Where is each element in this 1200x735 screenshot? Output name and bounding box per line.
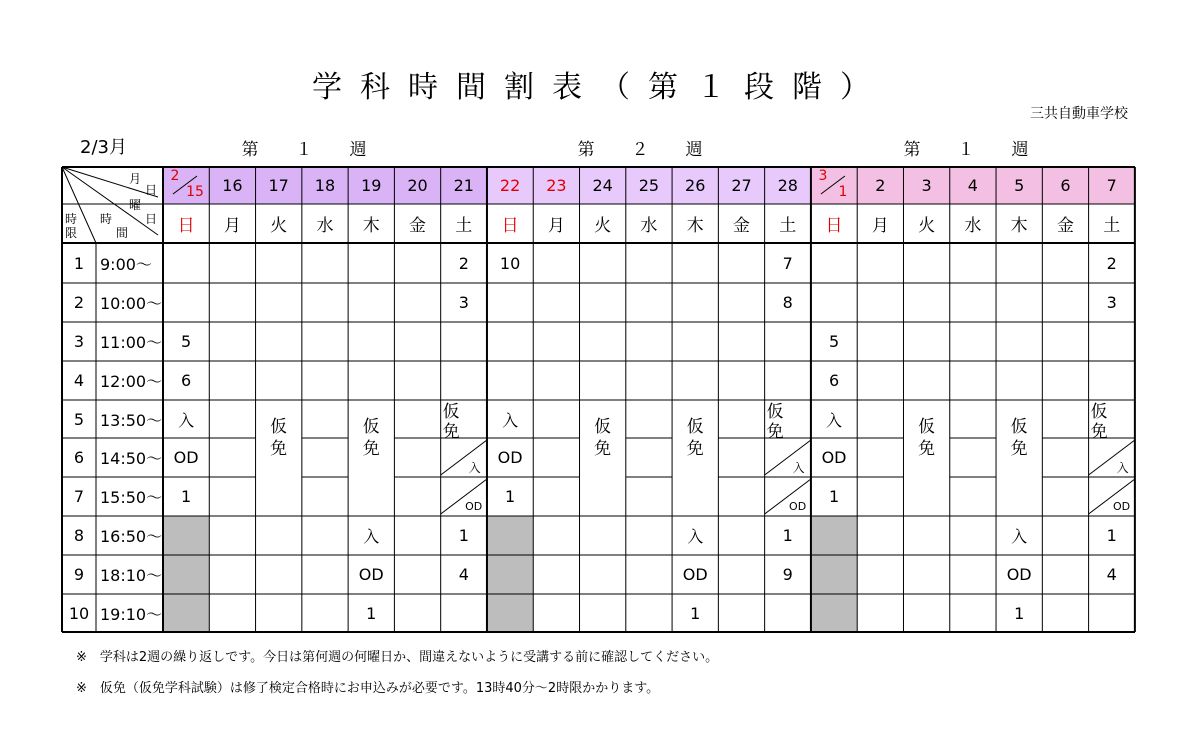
date-cell: 3 xyxy=(921,176,932,195)
period-number: 10 xyxy=(68,603,90,623)
timetable-cell: 1 xyxy=(690,603,701,623)
period-time: 13:50〜 xyxy=(100,410,163,430)
weekday-cell: 日 xyxy=(177,216,195,236)
corner-weekday-label: 曜 xyxy=(128,197,141,212)
date-day: 1 xyxy=(838,184,848,200)
sat-karimen-text: 仮 免 xyxy=(1090,401,1108,442)
timetable-cell: 6 xyxy=(181,371,192,390)
date-cell: 28 xyxy=(777,176,798,195)
period-time: 12:00〜 xyxy=(100,372,163,391)
karimen-cell: 仮 免 xyxy=(594,417,612,459)
note-1: ※ 学科は2週の繰り返しです。今日は第何週の何曜日か、間違えないように受講する前に確認してください。 xyxy=(76,650,719,665)
timetable-cell: 9 xyxy=(782,565,793,584)
date-cell: 20 xyxy=(407,176,428,195)
school-name: 三共自動車学校 xyxy=(1030,106,1128,122)
sat-nyu-text: 入 xyxy=(1116,460,1129,475)
weekday-cell: 月 xyxy=(871,216,889,236)
date-cell: 27 xyxy=(731,176,752,195)
timetable-cell: 3 xyxy=(1106,293,1117,312)
period-time: 16:50〜 xyxy=(100,527,163,546)
weekday-cell: 水 xyxy=(316,216,334,236)
timetable-cell: 1 xyxy=(504,487,516,506)
note-2: ※ 仮免（仮免学科試験）は修了検定合格時にお申込みが必要です。13時40分〜2時限かかります。 xyxy=(76,681,660,696)
weekday-cell: 日 xyxy=(825,216,843,236)
period-number: 8 xyxy=(73,526,85,545)
page-title: 学科時間割表（第１段階） xyxy=(312,70,888,105)
period-number: 6 xyxy=(73,448,85,467)
weekday-cell: 金 xyxy=(732,216,750,236)
date-cell: 25 xyxy=(638,176,660,195)
period-time: 18:10〜 xyxy=(100,566,163,585)
corner-month-label: 月 xyxy=(128,171,141,186)
weekday-cell: 木 xyxy=(1010,216,1028,236)
date-cell: 21 xyxy=(453,176,474,195)
period-time: 9:00〜 xyxy=(100,254,152,274)
date-cell: 26 xyxy=(685,176,706,195)
date-cell: 24 xyxy=(592,176,613,195)
timetable-cell: 4 xyxy=(1106,565,1117,584)
blocked-cell xyxy=(163,516,209,632)
week-label-1: 第 １ 週 xyxy=(241,140,377,160)
corner-period-label: 時 xyxy=(64,211,77,226)
sat-od-text: OD xyxy=(465,499,483,513)
timetable-cell: 6 xyxy=(828,371,840,390)
timetable-cell: 入 xyxy=(178,410,195,430)
weekday-cell: 土 xyxy=(1103,216,1121,236)
timetable-cell: 2 xyxy=(1106,253,1117,273)
timetable-cell: 5 xyxy=(828,332,840,351)
weekday-cell: 火 xyxy=(270,216,288,236)
sat-nyu-text: 入 xyxy=(792,460,805,475)
timetable-cell: 1 xyxy=(1014,603,1025,623)
period-number: 1 xyxy=(73,253,85,273)
corner-time-label: 時 xyxy=(99,211,112,226)
karimen-cell: 仮 免 xyxy=(270,417,288,459)
weekday-cell: 月 xyxy=(547,216,565,236)
timetable-cell: 1 xyxy=(366,603,377,623)
timetable-cell: 1 xyxy=(828,487,840,506)
timetable-cell: 2 xyxy=(458,253,469,273)
timetable-cell: 5 xyxy=(181,332,192,351)
timetable-cell: 7 xyxy=(782,253,793,273)
timetable-cell: 入 xyxy=(502,410,519,430)
weekday-cell: 土 xyxy=(779,216,797,236)
weekday-cell: 金 xyxy=(1056,216,1074,236)
corner-time-label: 間 xyxy=(115,225,128,240)
weekday-cell: 月 xyxy=(223,216,241,236)
sat-nyu-text: 入 xyxy=(468,460,481,475)
date-cell: 23 xyxy=(546,176,567,195)
date-cell: 2 xyxy=(875,176,886,195)
timetable-cell: 入 xyxy=(363,527,380,546)
corner-period-label: 限 xyxy=(64,225,77,240)
sat-karimen-text: 仮 免 xyxy=(442,401,460,442)
timetable-cell: 入 xyxy=(687,527,704,546)
weekday-cell: 木 xyxy=(362,216,380,236)
timetable-cell: 1 xyxy=(181,487,192,506)
period-number: 4 xyxy=(73,371,85,390)
weekday-cell: 木 xyxy=(686,216,704,236)
weekday-cell: 日 xyxy=(501,216,519,236)
date-cell: 16 xyxy=(222,176,243,195)
date-month: 2 xyxy=(170,168,180,184)
week-label-3: 第 １ 週 xyxy=(903,140,1039,160)
weekday-cell: 土 xyxy=(455,216,473,236)
period-number: 5 xyxy=(73,409,85,429)
blocked-cell xyxy=(487,516,533,632)
weekday-cell: 火 xyxy=(918,216,936,236)
timetable-cell: 3 xyxy=(458,293,469,312)
sat-od-text: OD xyxy=(789,499,807,513)
date-cell: 18 xyxy=(314,176,336,195)
timetable-cell: 8 xyxy=(782,293,793,312)
weekday-cell: 金 xyxy=(409,216,427,236)
date-day: 15 xyxy=(186,184,204,200)
date-cell: 17 xyxy=(268,176,289,195)
timetable-cell: 1 xyxy=(782,526,793,545)
month-label: 2/3月 xyxy=(80,137,127,158)
date-month: 3 xyxy=(818,168,828,184)
timetable-cell: OD xyxy=(173,448,199,467)
period-time: 15:50〜 xyxy=(100,488,163,507)
date-cell: 19 xyxy=(361,176,382,195)
timetable-cell: 10 xyxy=(499,253,521,273)
timetable-cell: OD xyxy=(1006,565,1032,584)
sat-od-text: OD xyxy=(1113,499,1131,513)
date-cell: 6 xyxy=(1060,176,1071,195)
period-number: 9 xyxy=(73,565,85,584)
date-cell: 7 xyxy=(1106,176,1117,195)
timetable-cell: OD xyxy=(682,565,708,584)
sat-karimen-text: 仮 免 xyxy=(766,401,784,442)
karimen-cell: 仮 免 xyxy=(362,417,380,459)
timetable-cell: OD xyxy=(358,565,384,584)
corner-weekday-label: 日 xyxy=(144,211,157,226)
karimen-cell: 仮 免 xyxy=(1010,417,1028,459)
timetable-cell: 4 xyxy=(458,565,469,584)
weekday-cell: 水 xyxy=(640,216,658,236)
corner-day-label: 日 xyxy=(144,182,157,197)
karimen-cell: 仮 免 xyxy=(918,417,936,459)
period-number: 7 xyxy=(73,487,85,506)
karimen-cell: 仮 免 xyxy=(686,417,704,459)
timetable-cell: OD xyxy=(497,448,523,467)
period-time: 11:00〜 xyxy=(100,333,163,352)
date-cell: 5 xyxy=(1014,176,1025,195)
timetable-cell: 入 xyxy=(1011,527,1028,546)
period-number: 2 xyxy=(73,293,85,312)
timetable-cell: 1 xyxy=(1106,526,1117,545)
timetable-cell: OD xyxy=(821,448,847,467)
date-cell: 4 xyxy=(967,176,978,195)
date-cell: 22 xyxy=(499,176,521,195)
period-number: 3 xyxy=(73,332,85,351)
weekday-cell: 火 xyxy=(594,216,612,236)
blocked-cell xyxy=(811,516,857,632)
timetable-cell: 入 xyxy=(826,410,843,430)
weekday-cell: 水 xyxy=(964,216,982,236)
period-time: 10:00〜 xyxy=(100,294,163,313)
timetable-cell: 1 xyxy=(458,526,469,545)
period-time: 14:50〜 xyxy=(100,449,163,468)
period-time: 19:10〜 xyxy=(100,604,163,624)
week-label-2: 第 ２ 週 xyxy=(577,140,713,160)
